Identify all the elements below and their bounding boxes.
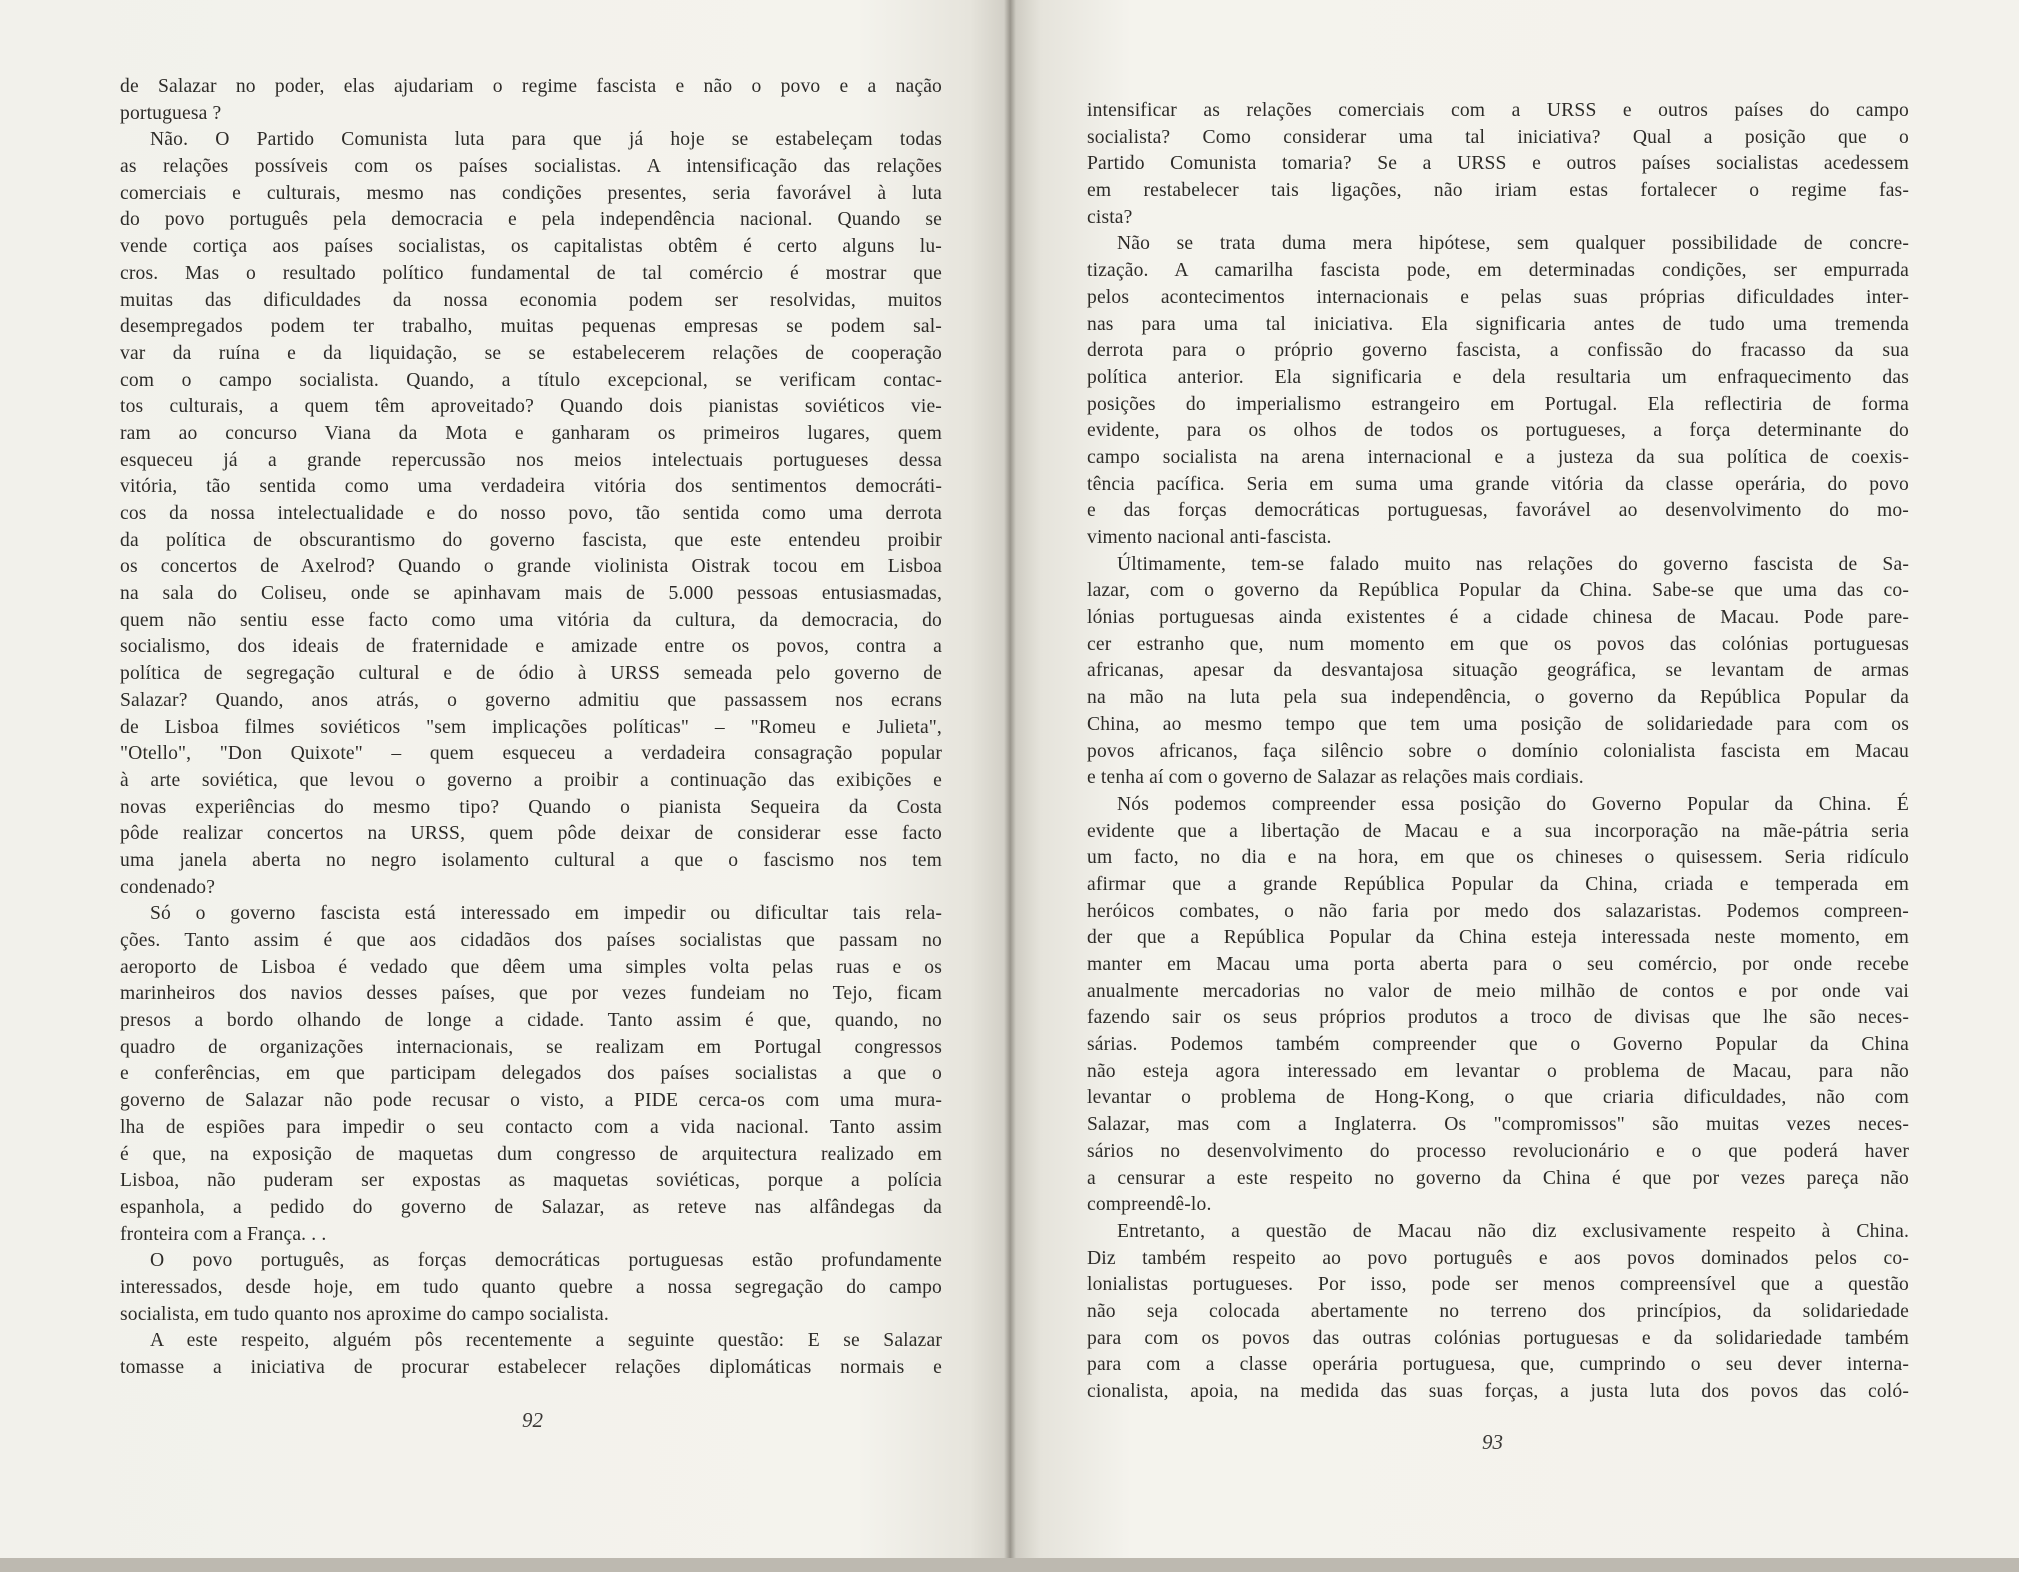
text-line: socialista? Como considerar uma tal iniciativa? Qual a posição que o bbox=[1087, 126, 1909, 148]
text-line: anualmente mercadorias no valor de meio milhão de contos e por onde vai bbox=[1087, 980, 1909, 1002]
text-line: em restabelecer tais ligações, não iriam estas fortalecer o regime fas- bbox=[1087, 180, 1909, 202]
text-line: desempregados podem ter trabalho, muitas pequenas empresas se podem sal- bbox=[120, 316, 942, 338]
text-line: é que, na exposição de maquetas dum congresso de arquitectura realizado em bbox=[120, 1143, 942, 1165]
text-line: cionalista, apoia, na medida das suas forças, a justa luta dos povos das coló- bbox=[1087, 1381, 1909, 1402]
text-line: tomasse a iniciativa de procurar estabelecer relações diplomáticas normais e bbox=[120, 1357, 942, 1378]
text-line: derrota para o próprio governo fascista, a confissão do fracasso da sua bbox=[1087, 340, 1909, 362]
text-line: A este respeito, alguém pôs recentemente a seguinte questão: E se Salazar bbox=[150, 1330, 942, 1352]
text-line: tência pacífica. Seria em suma uma grande vitória da classe operária, do povo bbox=[1087, 473, 1909, 495]
text-line: ram ao concurso Viana da Mota e ganharam os primeiros lugares, quem bbox=[120, 422, 942, 444]
text-line: fronteira com a França. . . bbox=[120, 1223, 327, 1245]
text-line: condenado? bbox=[120, 876, 216, 898]
text-line: evidente, para os olhos de todos os portugueses, a força determinante do bbox=[1087, 420, 1909, 442]
text-line: e das forças democráticas portuguesas, favorável ao desenvolvimento do mo- bbox=[1087, 500, 1909, 522]
text-line: comerciais e culturais, mesmo nas condições presentes, seria favorável à luta bbox=[120, 182, 942, 204]
text-line: interessados, desde hoje, em tudo quanto quebre a nossa segregação do campo bbox=[120, 1276, 942, 1298]
text-line: cros. Mas o resultado político fundamental de tal comércio é mostrar que bbox=[120, 262, 942, 284]
text-line: os concertos de Axelrod? Quando o grande violinista Oistrak tocou em Lisboa bbox=[120, 556, 942, 578]
text-line: cer estranho que, num momento em que os povos das colónias portuguesas bbox=[1087, 633, 1909, 655]
text-line: vende cortiça aos países socialistas, os capitalistas obtêm é certo alguns lu- bbox=[120, 236, 942, 258]
text-line: com o campo socialista. Quando, a título excepcional, se verificam contac- bbox=[120, 369, 942, 391]
text-line: uma janela aberta no negro isolamento cultural a que o fascismo nos tem bbox=[120, 849, 942, 871]
text-line: nas para uma tal iniciativa. Ela significaria antes de tudo uma tremenda bbox=[1087, 313, 1909, 335]
text-line: na sala do Coliseu, onde se apinhavam mais de 5.000 pessoas entusiasmadas, bbox=[120, 583, 942, 605]
text-line: marinheiros dos navios desses países, que por vezes fundeiam no Tejo, ficam bbox=[120, 983, 942, 1005]
text-line: na mão na luta pela sua independência, o governo da República Popular da bbox=[1087, 687, 1909, 709]
right-page bbox=[1010, 0, 2019, 1560]
text-line: Não. O Partido Comunista luta para que já hoje se estabeleçam todas bbox=[150, 129, 942, 151]
text-line: vitória, tão sentida como uma verdadeira vitória dos sentimentos democráti- bbox=[120, 476, 942, 498]
text-line: um facto, no dia e na hora, em que os chineses o quisessem. Seria ridículo bbox=[1087, 847, 1909, 869]
text-line: lazar, com o governo da República Popular da China. Sabe-se que uma das co- bbox=[1087, 580, 1909, 602]
text-line: presos a bordo olhando de longe a cidade. Tanto assim é que, quando, no bbox=[120, 1010, 942, 1032]
right-page-number: 93 bbox=[1482, 1430, 1503, 1454]
text-line: Nós podemos compreender essa posição do Governo Popular da China. É bbox=[1117, 793, 1909, 815]
text-line: quem não sentiu esse facto como uma vitória da cultura, da democracia, do bbox=[120, 609, 942, 631]
text-line: não seja colocada abertamente no terreno dos princípios, da solidariedade bbox=[1087, 1300, 1909, 1322]
text-line: cista? bbox=[1087, 206, 1133, 228]
text-line: do povo português pela democracia e pela independência nacional. Quando se bbox=[120, 209, 942, 231]
text-line: para com a classe operária portuguesa, que, cumprindo o seu dever interna- bbox=[1087, 1354, 1909, 1376]
text-line: cos da nossa intelectualidade e do nosso povo, tão sentida como uma derrota bbox=[120, 503, 942, 524]
text-line: aeroporto de Lisboa é vedado que dêem uma simples volta pelas ruas e os bbox=[120, 956, 942, 978]
text-line: Salazar? Quando, anos atrás, o governo admitiu que passassem nos ecrans bbox=[120, 689, 942, 711]
text-line: e tenha aí com o governo de Salazar as relações mais cordiais. bbox=[1087, 767, 1584, 789]
text-line: de Lisboa filmes soviéticos "sem implicações políticas" – "Romeu e Julieta", bbox=[120, 716, 942, 738]
text-line: lha de espiões para impedir o seu contacto com a vida nacional. Tanto assim bbox=[120, 1116, 942, 1138]
text-line: intensificar as relações comerciais com a URSS e outros países do campo bbox=[1087, 100, 1909, 121]
text-line: O povo português, as forças democráticas portuguesas estão profundamente bbox=[150, 1250, 942, 1272]
text-line: der que a República Popular da China esteja interessada neste momento, em bbox=[1087, 927, 1909, 949]
text-line: quadro de organizações internacionais, se realizam em Portugal congressos bbox=[120, 1036, 942, 1058]
text-line: Últimamente, tem-se falado muito nas relações do governo fascista de Sa- bbox=[1117, 553, 1909, 575]
text-line: espanhola, a pedido do governo de Salazar, as reteve nas alfândegas da bbox=[120, 1196, 942, 1218]
right-page-text bbox=[1087, 98, 1909, 1406]
text-line: não esteja agora interessado em levantar o problema de Macau, para não bbox=[1087, 1060, 1909, 1082]
text-line: a censurar a este respeito no governo da China é que por vezes pareça não bbox=[1087, 1167, 1909, 1189]
text-line: Não se trata duma mera hipótese, sem qualquer possibilidade de concre- bbox=[1117, 233, 1909, 255]
left-page-text bbox=[120, 74, 942, 1382]
text-line: campo socialista na arena internacional e a justeza da sua política de coexis- bbox=[1087, 446, 1909, 468]
page-bottom-edge bbox=[0, 1558, 2019, 1572]
text-line: vimento nacional anti-fascista. bbox=[1087, 527, 1332, 548]
text-line: China, ao mesmo tempo que tem uma posição de solidariedade para com os bbox=[1087, 713, 1909, 735]
text-line: pôde realizar concertos na URSS, quem pôde deixar de considerar esse facto bbox=[120, 823, 942, 845]
text-line: esqueceu já a grande repercussão nos meios intelectuais portugueses dessa bbox=[120, 449, 942, 471]
text-line: as relações possíveis com os países socialistas. A intensificação das relações bbox=[120, 156, 942, 178]
text-line: socialista, em tudo quanto nos aproxime do campo socialista. bbox=[120, 1303, 609, 1325]
text-line: levantar o problema de Hong-Kong, o que criaria dificuldades, não com bbox=[1087, 1087, 1909, 1109]
text-line: africanas, apesar da desvantajosa situação geográfica, se levantam de armas bbox=[1087, 660, 1909, 682]
left-page bbox=[0, 0, 1010, 1560]
text-line: tos culturais, a quem têm aproveitado? Quando dois pianistas soviéticos vie- bbox=[120, 396, 942, 418]
text-line: ções. Tanto assim é que aos cidadãos dos países socialistas que passam no bbox=[120, 930, 942, 951]
text-line: compreendê-lo. bbox=[1087, 1194, 1212, 1216]
text-line: política de segregação cultural e de ódio à URSS semeada pelo governo de bbox=[120, 663, 942, 685]
text-line: lonialistas portugueses. Por isso, pode ser menos compreensível que a questão bbox=[1087, 1274, 1909, 1296]
text-line: sárias. Podemos também compreender que o Governo Popular da China bbox=[1087, 1034, 1909, 1056]
text-line: afirmar que a grande República Popular da China, criada e temperada em bbox=[1087, 873, 1909, 895]
text-line: Só o governo fascista está interessado em impedir ou dificultar tais rela- bbox=[150, 903, 942, 925]
text-line: Lisboa, não puderam ser expostas as maquetas soviéticas, porque a polícia bbox=[120, 1170, 942, 1192]
text-line: socialismo, dos ideais de fraternidade e amizade entre os povos, contra a bbox=[120, 636, 942, 658]
text-line: Salazar, mas com a Inglaterra. Os "compromissos" são muitas vezes neces- bbox=[1087, 1114, 1909, 1136]
text-line: lónias portuguesas ainda existentes é a cidade chinesa de Macau. Pode pare- bbox=[1087, 607, 1909, 629]
text-line: heróicos combates, o não faria por medo dos salazaristas. Podemos compreen- bbox=[1087, 900, 1909, 922]
text-line: posições do imperialismo estrangeiro em Portugal. Ela reflectiria de forma bbox=[1087, 393, 1909, 415]
text-line: povos africanos, faça silêncio sobre o domínio colonialista fascista em Macau bbox=[1087, 740, 1909, 762]
text-line: para com os povos das outras colónias portuguesas e da solidariedade também bbox=[1087, 1327, 1909, 1349]
text-line: governo de Salazar não pode recusar o visto, a PIDE cerca-os com uma mura- bbox=[120, 1090, 942, 1112]
text-line: muitas das dificuldades da nossa economia podem ser resolvidas, muitos bbox=[120, 289, 942, 311]
text-line: da política de obscurantismo do governo fascista, que este entendeu proibir bbox=[120, 529, 942, 551]
text-line: Entretanto, a questão de Macau não diz exclusivamente respeito à China. bbox=[1117, 1220, 1909, 1242]
text-line: portuguesa ? bbox=[120, 102, 222, 124]
text-line: sários no desenvolvimento do processo revolucionário e o que poderá haver bbox=[1087, 1140, 1909, 1162]
text-line: novas experiências do mesmo tipo? Quando o pianista Sequeira da Costa bbox=[120, 796, 942, 818]
text-line: Diz também respeito ao povo português e aos povos dominados pelos co- bbox=[1087, 1247, 1909, 1269]
text-line: política anterior. Ela significaria e dela resultaria um enfraquecimento das bbox=[1087, 366, 1909, 388]
text-line: fazendo sair os seus próprios produtos a troco de divisas que lhe são neces- bbox=[1087, 1007, 1909, 1029]
text-line: à arte soviética, que levou o governo a proibir a continuação das exibições e bbox=[120, 769, 942, 791]
text-line: evidente que a libertação de Macau e a sua incorporação na mãe-pátria seria bbox=[1087, 820, 1909, 842]
text-line: tização. A camarilha fascista pode, em determinadas condições, ser empurrada bbox=[1087, 260, 1909, 282]
left-page-number: 92 bbox=[522, 1408, 543, 1432]
text-line: de Salazar no poder, elas ajudariam o regime fascista e não o povo e a nação bbox=[120, 76, 942, 97]
book-gutter bbox=[1004, 0, 1016, 1560]
text-line: e conferências, em que participam delegados dos países socialistas a que o bbox=[120, 1063, 942, 1085]
text-line: manter em Macau uma porta aberta para o seu comércio, por onde recebe bbox=[1087, 954, 1909, 975]
text-line: pelos acontecimentos internacionais e pelas suas próprias dificuldades inter- bbox=[1087, 286, 1909, 308]
text-line: var da ruína e da liquidação, se se estabelecerem relações de cooperação bbox=[120, 342, 942, 364]
text-line: Partido Comunista tomaria? Se a URSS e outros países socialistas acedessem bbox=[1087, 153, 1909, 175]
text-line: "Otello", "Don Quixote" – quem esqueceu a verdadeira consagração popular bbox=[120, 743, 942, 765]
